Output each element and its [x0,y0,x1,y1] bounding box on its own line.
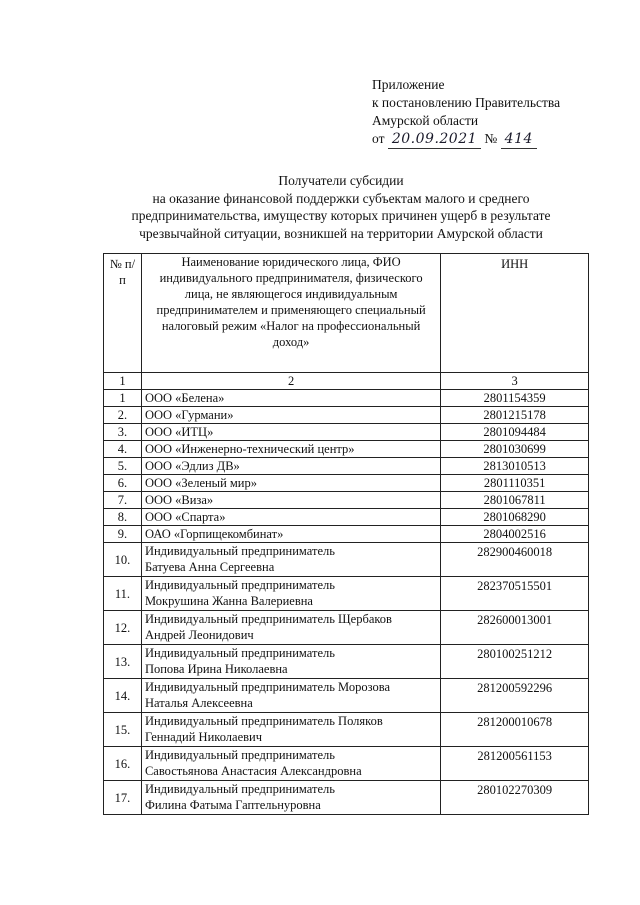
row-number: 11. [104,577,142,611]
recipient-name-line-1: Индивидуальный предприниматель Щербаков [144,612,392,626]
recipient-inn: 282600013001 [441,611,589,645]
row-number: 17. [104,781,142,815]
recipient-inn: 2801215178 [441,407,589,424]
header-number: № п/п [104,254,142,373]
table-index-row [104,373,589,390]
table-row [104,645,589,679]
recipient-name-line-1: Индивидуальный предприниматель [144,646,335,660]
row-number: 2. [104,407,142,424]
recipient-name-line-1: ООО «Спарта» [144,510,226,524]
table-row [104,781,589,815]
recipient-name-line-2: Батуева Анна Сергеевна [144,560,275,574]
recipient-name [141,509,440,526]
recipient-name [141,611,440,645]
table-row [104,441,589,458]
index-cell-2: 2 [141,373,440,390]
recipient-name-line-1: ОАО «Горпищекомбинат» [144,527,284,541]
recipient-inn: 2801067811 [441,492,589,509]
handwritten-date: 20.09.2021 [388,130,481,149]
row-number: 10. [104,543,142,577]
recipient-inn: 2801154359 [441,390,589,407]
recipient-name [141,424,440,441]
row-number: 14. [104,679,142,713]
table-row [104,543,589,577]
row-number: 15. [104,713,142,747]
recipient-name-line-1: Индивидуальный предприниматель Поляков [144,714,383,728]
recipient-name [141,713,440,747]
row-number: 4. [104,441,142,458]
recipient-name-line-1: ООО «Виза» [144,493,214,507]
recipient-inn: 281200010678 [441,713,589,747]
recipient-name [141,526,440,543]
table-row [104,509,589,526]
index-cell-1: 1 [104,373,142,390]
recipient-name-line-1: ООО «ИТЦ» [144,425,214,439]
date-prefix: от [372,131,385,146]
table-body [104,390,589,815]
recipient-inn: 2801068290 [441,509,589,526]
title-line-1: Получатели субсидии [278,173,404,188]
number-prefix: № [484,131,498,146]
recipient-name [141,645,440,679]
document-title [96,172,586,242]
title-line-3: предпринимательства, имуществу которых причинен ущерб в результате [131,208,551,223]
row-number: 5. [104,458,142,475]
recipient-name [141,781,440,815]
recipient-name-line-1: ООО «Зеленый мир» [144,476,257,490]
table-row [104,407,589,424]
recipient-name [141,747,440,781]
recipient-name-line-1: ООО «Белена» [144,391,225,405]
recipient-name-line-2: Геннадий Николаевич [144,730,263,744]
handwritten-number: 414 [501,130,537,149]
table-row [104,475,589,492]
row-number: 1 [104,390,142,407]
recipient-name [141,458,440,475]
recipient-name-line-2: Андрей Леонидович [144,628,254,642]
recipient-name [141,577,440,611]
recipient-name-line-2: Мокрушина Жанна Валериевна [144,594,313,608]
table-row [104,577,589,611]
recipient-name [141,407,440,424]
recipient-name-line-2: Попова Ирина Николаевна [144,662,288,676]
row-number: 13. [104,645,142,679]
table-row [104,611,589,645]
recipient-name [141,679,440,713]
table-row [104,747,589,781]
recipient-name-line-1: Индивидуальный предприниматель Морозова [144,680,391,694]
recipient-inn: 280100251212 [441,645,589,679]
table-row [104,424,589,441]
recipient-name-line-1: Индивидуальный предприниматель [144,544,335,558]
recipient-name [141,390,440,407]
table-row [104,679,589,713]
recipient-inn: 2813010513 [441,458,589,475]
recipient-inn: 2801030699 [441,441,589,458]
recipient-inn: 282370515501 [441,577,589,611]
recipient-name-line-2: Филина Фатыма Гаптельнуровна [144,798,321,812]
title-line-2: на оказание финансовой поддержки субъектам малого и среднего [152,190,530,206]
recipient-inn: 281200561153 [441,747,589,781]
recipient-name [141,475,440,492]
recipients-table [103,253,589,815]
row-number: 16. [104,747,142,781]
recipient-name-line-1: ООО «Гурмани» [144,408,234,422]
table-header-row [104,254,589,373]
recipient-name [141,543,440,577]
row-number: 3. [104,424,142,441]
recipient-inn: 2801110351 [441,475,589,492]
recipient-name-line-1: Индивидуальный предприниматель [144,782,335,796]
recipient-inn: 282900460018 [441,543,589,577]
appendix-block [372,76,560,149]
table-row [104,526,589,543]
index-cell-3: 3 [441,373,589,390]
recipient-inn: 2801094484 [441,424,589,441]
recipient-name-line-1: Индивидуальный предприниматель [144,748,335,762]
appendix-line-2: к постановлению Правительства [372,95,561,110]
table-row [104,713,589,747]
appendix-line-1: Приложение [372,77,445,92]
row-number: 6. [104,475,142,492]
title-line-4: чрезвычайной ситуации, возникшей на территории Амурской области [139,225,543,241]
recipient-name-line-1: ООО «Инженерно-технический центр» [144,442,355,456]
row-number: 9. [104,526,142,543]
appendix-date-line [372,130,560,149]
recipient-name [141,492,440,509]
recipient-name-line-1: ООО «Эдлиз ДВ» [144,459,240,473]
appendix-line-3: Амурской области [372,113,479,128]
table-row [104,390,589,407]
recipient-name-line-1: Индивидуальный предприниматель [144,578,335,592]
row-number: 7. [104,492,142,509]
recipient-inn: 2804002516 [441,526,589,543]
header-name: Наименование юридического лица, ФИО индивидуального предпринимателя, физического лица, не являющегося индивидуальным предпринимателем и применяющего специальный налоговый режим «Налог на профессиональный доход» [141,254,440,373]
recipient-inn: 280102270309 [441,781,589,815]
recipient-name [141,441,440,458]
recipient-name-line-2: Савостьянова Анастасия Александровна [144,764,362,778]
table-row [104,458,589,475]
row-number: 8. [104,509,142,526]
recipient-name-line-2: Наталья Алексеевна [144,696,253,710]
row-number: 12. [104,611,142,645]
header-inn: ИНН [441,254,589,373]
table-row [104,492,589,509]
recipient-inn: 281200592296 [441,679,589,713]
